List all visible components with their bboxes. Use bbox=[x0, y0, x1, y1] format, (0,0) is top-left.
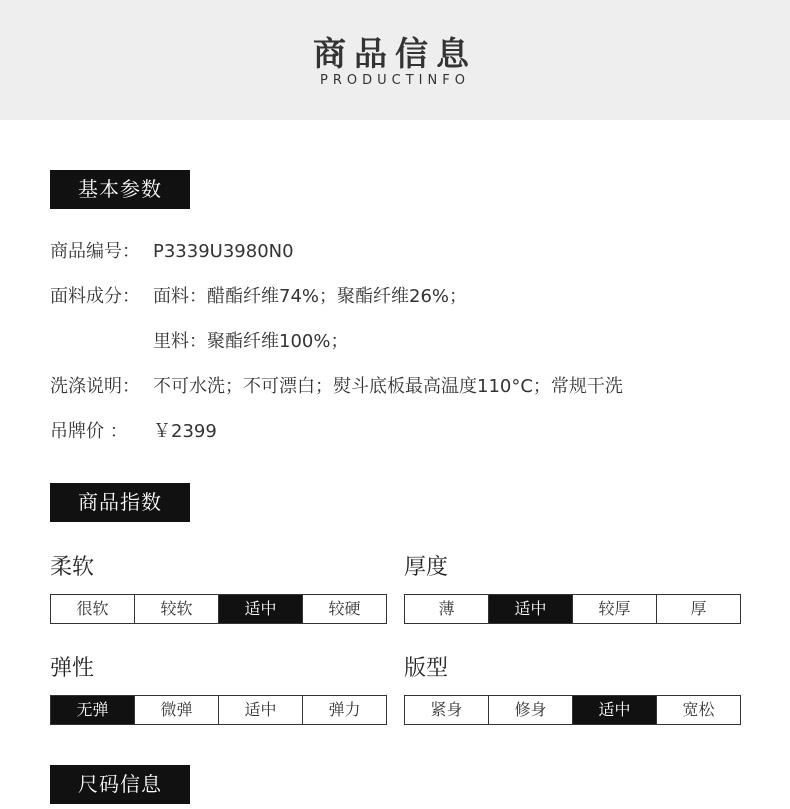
section-label-basic: 基本参数 bbox=[50, 170, 190, 209]
param-key-price: 吊牌价 ： bbox=[50, 421, 128, 442]
param-value-washing: 不可水洗；不可漂白；熨斗底板最高温度110°C；常规干洗 bbox=[153, 376, 623, 397]
scale-option-thickness: 适中 bbox=[489, 595, 573, 623]
param-key-material: 面料成分： bbox=[50, 286, 140, 307]
scale-option-fit: 适中 bbox=[573, 696, 657, 724]
scale-option-elasticity: 无弹 bbox=[51, 696, 135, 724]
page-title: 商品信息 bbox=[313, 34, 477, 73]
index-title-thickness: 厚度 bbox=[404, 555, 449, 580]
scale-option-thickness: 薄 bbox=[405, 595, 489, 623]
section-label-size: 尺码信息 bbox=[50, 765, 190, 804]
param-key-washing: 洗涤说明： bbox=[50, 376, 140, 397]
scale-option-thickness: 厚 bbox=[690, 599, 707, 618]
scale-option-elasticity: 弹力 bbox=[328, 700, 361, 719]
scale-option-softness: 很软 bbox=[51, 595, 135, 623]
scale-option-thickness: 较厚 bbox=[573, 595, 657, 623]
scale-option-fit: 紧身 bbox=[405, 696, 489, 724]
page-subtitle: PRODUCTINFO bbox=[320, 73, 470, 88]
scale-option-softness: 较软 bbox=[135, 595, 219, 623]
scale-softness bbox=[50, 594, 387, 624]
section-label-index: 商品指数 bbox=[50, 483, 190, 522]
scale-option-elasticity: 微弹 bbox=[135, 696, 219, 724]
index-title-elasticity: 弹性 bbox=[50, 656, 95, 681]
scale-option-softness: 适中 bbox=[219, 595, 303, 623]
page-header bbox=[0, 0, 790, 120]
param-row-material-lining bbox=[50, 327, 348, 353]
param-row-price bbox=[50, 417, 217, 443]
scale-option-softness: 较硬 bbox=[328, 599, 361, 618]
param-key-sku: 商品编号： bbox=[50, 241, 140, 262]
param-row-sku bbox=[50, 237, 294, 263]
scale-thickness bbox=[404, 594, 741, 624]
param-value-material-lining: 里料：聚酯纤维100%； bbox=[153, 331, 349, 352]
param-value-material-outer: 面料：醋酯纤维74%；聚酯纤维26%； bbox=[153, 286, 468, 307]
param-value-price: ￥2399 bbox=[153, 421, 217, 442]
param-row-washing bbox=[50, 372, 623, 398]
scale-fit bbox=[404, 695, 741, 725]
scale-elasticity bbox=[50, 695, 387, 725]
index-title-softness: 柔软 bbox=[50, 555, 95, 580]
scale-option-fit: 宽松 bbox=[682, 700, 715, 719]
index-title-fit: 版型 bbox=[404, 656, 449, 681]
scale-option-elasticity: 适中 bbox=[219, 696, 303, 724]
param-value-sku: P3339U3980N0 bbox=[153, 241, 294, 262]
scale-option-fit: 修身 bbox=[489, 696, 573, 724]
param-row-material bbox=[50, 282, 467, 308]
